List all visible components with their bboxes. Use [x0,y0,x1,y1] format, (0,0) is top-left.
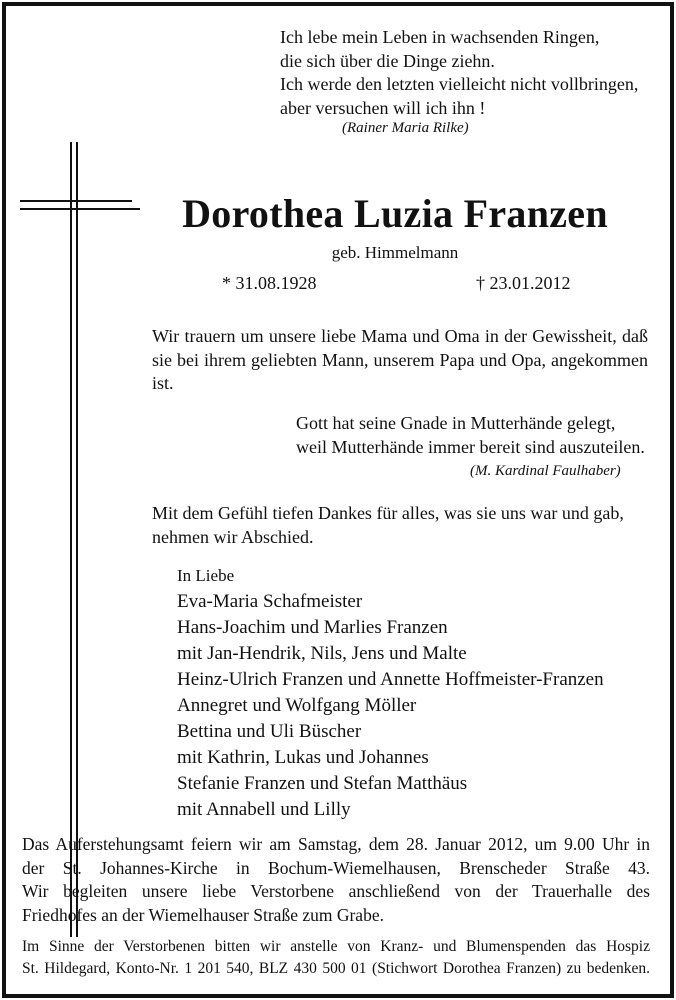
family-list [177,589,647,823]
death-date: † 23.01.2012 [476,273,571,293]
cross-icon-vertical-bar [76,142,78,937]
donation-line: St. Hildegard, Konto-Nr. 1 201 540, BLZ 430 500 01 (Stichwort Dorothea Franzen) zu bedenken. [22,959,650,977]
service-line: Friedhofes an der Wiemelhauser Straße zum Grabe. [22,904,384,925]
family-member: Heinz-Ulrich Franzen und Annette Hoffmeister-Franzen [177,669,604,690]
family-member: mit Annabell und Lilly [177,799,351,820]
family-member: Eva-Maria Schafmeister [177,591,363,612]
deceased-name: Dorothea Luzia Franzen [182,191,608,236]
family-member: Stefanie Franzen und Stefan Matthäus [177,773,468,794]
family-member: Hans-Joachim und Marlies Franzen [177,617,448,638]
poem-line: aber versuchen will ich ihn ! [280,97,486,118]
poem-line: Ich werde den letzten vielleicht nicht vollbringen, [280,74,639,94]
service-information [22,833,650,927]
service-line: der St. Johannes-Kirche in Bochum-Wiemelhausen, Brenscheder Straße 43. [22,857,650,878]
quote-line: weil Mutterhände immer bereit sind auszuteilen. [296,437,645,457]
cross-icon-horizontal-bar [20,208,140,210]
rilke-poem [280,26,650,120]
family-member: mit Jan-Hendrik, Nils, Jens und Malte [177,643,467,664]
poem-line: die sich über die Dinge ziehn. [280,50,495,71]
poem-attribution: (Rainer Maria Rilke) [342,120,469,136]
quote-attribution: (M. Kardinal Faulhaber) [470,463,621,479]
cross-icon-horizontal-bar [20,200,132,202]
service-line: Das Auferstehungsamt feiern wir am Samstag, dem 28. Januar 2012, um 9.00 Uhr in [22,834,650,854]
family-member: Bettina und Uli Büscher [177,721,362,742]
quote-line: Gott hat seine Gnade in Mutterhände gelegt, [296,413,616,433]
family-member: mit Kathrin, Lukas und Johannes [177,747,429,768]
donation-line: Im Sinne der Verstorbenen bitten wir anstelle von Kranz- und Blumenspenden das Hospiz [22,938,650,955]
cross-icon-vertical-bar [70,142,72,937]
maiden-name: geb. Himmelmann [331,243,459,262]
poem-line: Ich lebe mein Leben in wachsenden Ringen, [280,27,600,47]
birth-date: * 31.08.1928 [222,273,317,293]
service-line: Wir begleiten unsere liebe Verstorbene anschließend von der Trauerhalle des [22,881,650,901]
mourning-paragraph: Wir trauern um unsere liebe Mama und Oma in der Gewissheit, daß sie bei ihrem geliebten Mann, unserem Papa und Opa, angekommen ist. [152,326,648,393]
family-intro: In Liebe [177,566,235,585]
farewell-paragraph: Mit dem Gefühl tiefen Dankes für alles, was sie uns war und gab, nehmen wir Abschied. [152,503,624,547]
faulhaber-quote [296,411,656,459]
family-member: Annegret und Wolfgang Möller [177,695,417,716]
donation-request [22,936,650,979]
